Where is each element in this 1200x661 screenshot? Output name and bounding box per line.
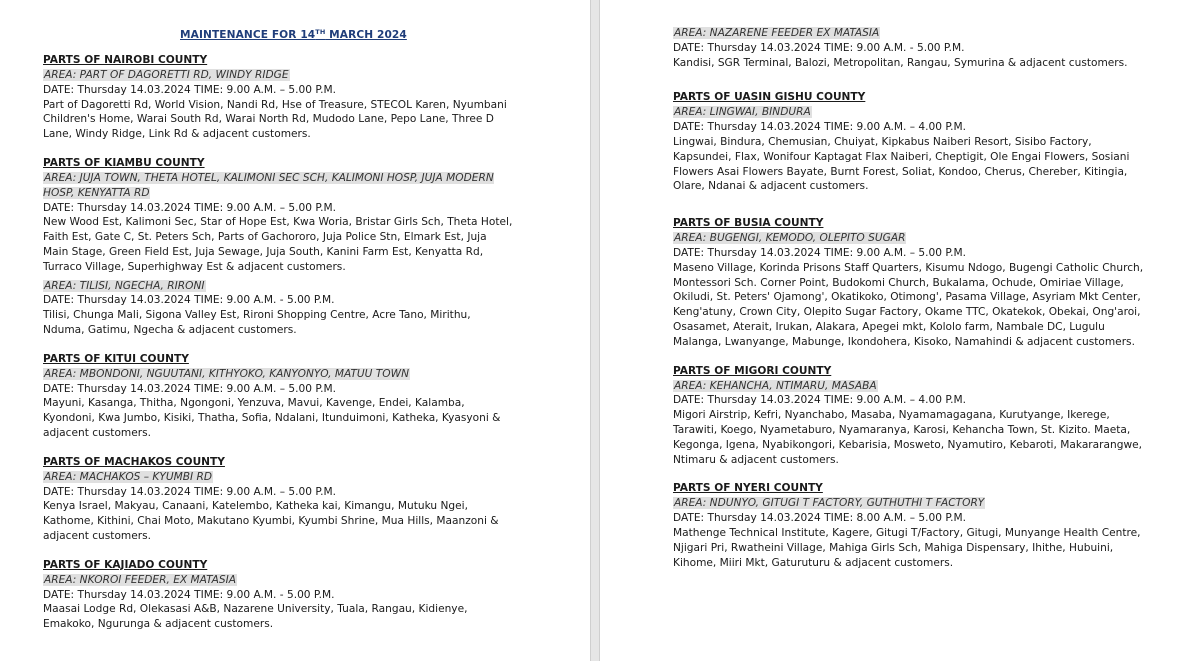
affected-places: Lingwai, Bindura, Chemusian, Chuiyat, Kipkabus Naiberi Resort, Sisibo Factory, Kapsundei, Flax, Wonifour Kaptagat Flax Naiberi, Cheptigit, Ole Engai Flowers, Sosiani Flowers Asai Flowers Bayate, Burnt Forest, Soliat, Kondoo, Cherus, Chereber, Kitingia, Olare, Ndanai & adjacent customers. xyxy=(673,135,1130,193)
affected-places: Maseno Village, Korinda Prisons Staff Quarters, Kisumu Ndogo, Bugengi Catholic Church, Montessori Sch. Corner Point, Budokomi Church, Bukalama, Ochude, Omiriae Village, Okiludi, St. Peters' Ojamong', Okatikoko, Otimong', Pasama Village, Asyriam Mkt Center, Keng'atuny, Crown City, Olepito Sugar Factory, Okame TTC, Okatekok, Obekai, Ong'aroi, Osasamet, Aterait, Irukan, Alakara, Apegei mkt, Kololo farm, Nambale DC, Lugulu Malanga, Lwanyange, Mabunge, Ikondohera, Kisoko, Namahindi & adjacent customers. xyxy=(673,261,1144,348)
page-gutter xyxy=(590,0,600,661)
affected-places: Maasai Lodge Rd, Olekasasi A&B, Nazarene University, Tuala, Rangau, Kidienye, Emakoko, Ngurunga & adjacent customers. xyxy=(43,603,468,631)
affected-places: Migori Airstrip, Kefri, Nyanchabo, Masaba, Nyamamagagana, Kurutyange, Ikerege, Tarawiti, Koego, Nyametaburo, Nyamaranya, Karosi, Kehancha Town, St. Kizito. Maeta, Kegonga, Igena, Nyabikongori, Kebarisia, Mosweto, Nyamutiro, Kebaroti, Makararangwe, Ntimaru & adjacent customers. xyxy=(673,409,1142,466)
county-heading: PARTS OF UASIN GISHU COUNTY xyxy=(673,91,866,104)
county-heading: PARTS OF MIGORI COUNTY xyxy=(673,364,832,377)
date-time-line: DATE: Thursday 14.03.2024 TIME: 9.00 A.M. – 4.00 P.M. xyxy=(673,394,967,407)
area-label: AREA: NKOROI FEEDER, EX MATASIA xyxy=(44,573,237,586)
area-label: AREA: JUJA TOWN, THETA HOTEL, KALIMONI SEC SCH, KALIMONI HOSP, JUJA MODERN HOSP, KENYATTA RD xyxy=(43,171,494,199)
section-machakos xyxy=(43,455,513,544)
section-nairobi xyxy=(43,53,513,142)
date-time-line: DATE: Thursday 14.03.2024 TIME: 9.00 A.M. - 5.00 P.M. xyxy=(43,588,335,601)
date-time-line: DATE: Thursday 14.03.2024 TIME: 9.00 A.M. – 5.00 P.M. xyxy=(43,382,337,395)
date-time-line: DATE: Thursday 14.03.2024 TIME: 8.00 A.M. – 5.00 P.M. xyxy=(673,512,967,525)
affected-places: Kandisi, SGR Terminal, Balozi, Metropolitan, Rangau, Symurina & adjacent customers. xyxy=(673,56,1128,69)
area-entry xyxy=(43,279,513,338)
date-time-line: DATE: Thursday 14.03.2024 TIME: 9.00 A.M. – 5.00 P.M. xyxy=(43,201,337,214)
document-page-right xyxy=(600,0,1200,661)
area-entry xyxy=(673,26,1153,70)
county-heading: PARTS OF MACHAKOS COUNTY xyxy=(43,455,225,468)
county-heading: PARTS OF NAIROBI COUNTY xyxy=(43,54,208,66)
title-superscript: TH xyxy=(315,28,326,36)
area-label: AREA: KEHANCHA, NTIMARU, MASABA xyxy=(674,379,877,392)
county-heading: PARTS OF KITUI COUNTY xyxy=(43,352,189,365)
date-time-line: DATE: Thursday 14.03.2024 TIME: 9.00 A.M. - 5.00 P.M. xyxy=(673,41,965,54)
section-busia xyxy=(673,216,1153,349)
affected-places: Mathenge Technical Institute, Kagere, Gitugi T/Factory, Gitugi, Munyange Health Centre, Njigari Pri, Rwatheini Village, Mahiga Girls Sch, Mahiga Dispensary, Ihithe, Hubuini, Kihome, Miiri Mkt, Gaturuturu & adjacent customers. xyxy=(673,526,1141,569)
area-entry xyxy=(43,367,513,441)
section-nyeri xyxy=(673,481,1153,570)
area-label: AREA: MACHAKOS – KYUMBI RD xyxy=(44,470,213,483)
affected-places: Mayuni, Kasanga, Thitha, Ngongoni, Yenzuva, Mavui, Kavenge, Endei, Kalamba, Kyondoni, Kwa Jumbo, Kisiki, Thatha, Sofia, Ndalani, Itunduimoni, Katheka, Kyasyoni & adjacent customers. xyxy=(43,397,501,439)
area-label: AREA: MBONDONI, NGUUTANI, KITHYOKO, KANYONYO, MATUU TOWN xyxy=(44,367,410,380)
affected-places: New Wood Est, Kalimoni Sec, Star of Hope Est, Kwa Woria, Bristar Girls Sch, Theta Hotel, Faith Est, Gate C, St. Peters Sch, Parts of Gachororo, Juja Police Stn, Elmark Est, Juja Main Stage, Green Field Est, Juja Sewage, Juja South, Kanini Farm Est, Kenyatta Rd, Turraco Village, Superhighway Est & adjacent customers. xyxy=(43,216,513,273)
area-entry xyxy=(673,496,1153,570)
date-time-line: DATE: Thursday 14.03.2024 TIME: 9.00 A.M. - 5.00 P.M. xyxy=(43,294,335,307)
county-heading: PARTS OF KAJIADO COUNTY xyxy=(43,558,208,571)
section-uasin-gishu xyxy=(673,90,1153,194)
area-label: AREA: LINGWAI, BINDURA xyxy=(674,106,811,119)
area-label: AREA: NDUNYO, GITUGI T FACTORY, GUTHUTHI T FACTORY xyxy=(674,497,985,510)
area-label: AREA: NAZARENE FEEDER EX MATASIA xyxy=(674,27,880,39)
area-entry xyxy=(673,379,1153,468)
section-kiambu xyxy=(43,156,513,338)
right-column xyxy=(673,0,1153,570)
affected-places: Tilisi, Chunga Mali, Sigona Valley Est, Rironi Shopping Centre, Acre Tano, Mirithu, Nduma, Gatimu, Ngecha & adjacent customers. xyxy=(43,309,471,336)
county-heading: PARTS OF NYERI COUNTY xyxy=(673,482,823,495)
left-column xyxy=(43,0,513,632)
affected-places: Kenya Israel, Makyau, Canaani, Katelembo, Katheka kai, Kimangu, Mutuku Ngei, Kathome, Kithini, Chai Moto, Makutano Kyumbi, Kyumbi Shrine, Mua Hills, Maanzoni & adjacent customers. xyxy=(43,500,499,542)
county-heading: PARTS OF KIAMBU COUNTY xyxy=(43,156,205,169)
area-entry xyxy=(43,470,513,544)
date-time-line: DATE: Thursday 14.03.2024 TIME: 9.00 A.M. – 5.00 P.M. xyxy=(673,246,967,259)
section-kitui xyxy=(43,352,513,441)
section-kajiado xyxy=(43,558,513,632)
area-label: AREA: PART OF DAGORETTI RD, WINDY RIDGE xyxy=(44,69,289,81)
section-kajiado-continued xyxy=(673,26,1153,70)
affected-places: Part of Dagoretti Rd, World Vision, Nandi Rd, Hse of Treasure, STECOL Karen, Nyumbani Children's Home, Warai South Rd, Warai North Rd, Mudodo Lane, Pepo Lane, Three D Lane, Windy Ridge, Link Rd & adjacent customers. xyxy=(43,98,507,141)
document-page-left xyxy=(0,0,590,661)
area-entry xyxy=(43,68,513,142)
area-entry xyxy=(43,573,513,632)
area-entry xyxy=(673,231,1153,349)
area-label: AREA: BUGENGI, KEMODO, OLEPITO SUGAR xyxy=(674,232,906,245)
area-entry xyxy=(673,105,1153,194)
page-title xyxy=(180,25,513,40)
date-time-line: DATE: Thursday 14.03.2024 TIME: 9.00 A.M. – 5.00 P.M. xyxy=(43,485,337,498)
county-heading: PARTS OF BUSIA COUNTY xyxy=(673,217,824,230)
area-entry xyxy=(43,171,513,275)
section-migori xyxy=(673,364,1153,468)
title-suffix: MARCH 2024 xyxy=(325,29,407,41)
area-label: AREA: TILISI, NGECHA, RIRONI xyxy=(44,279,205,292)
date-time-line: DATE: Thursday 14.03.2024 TIME: 9.00 A.M. – 5.00 P.M. xyxy=(43,83,337,96)
date-time-line: DATE: Thursday 14.03.2024 TIME: 9.00 A.M. – 4.00 P.M. xyxy=(673,121,967,134)
title-prefix: MAINTENANCE FOR 14 xyxy=(180,29,316,41)
